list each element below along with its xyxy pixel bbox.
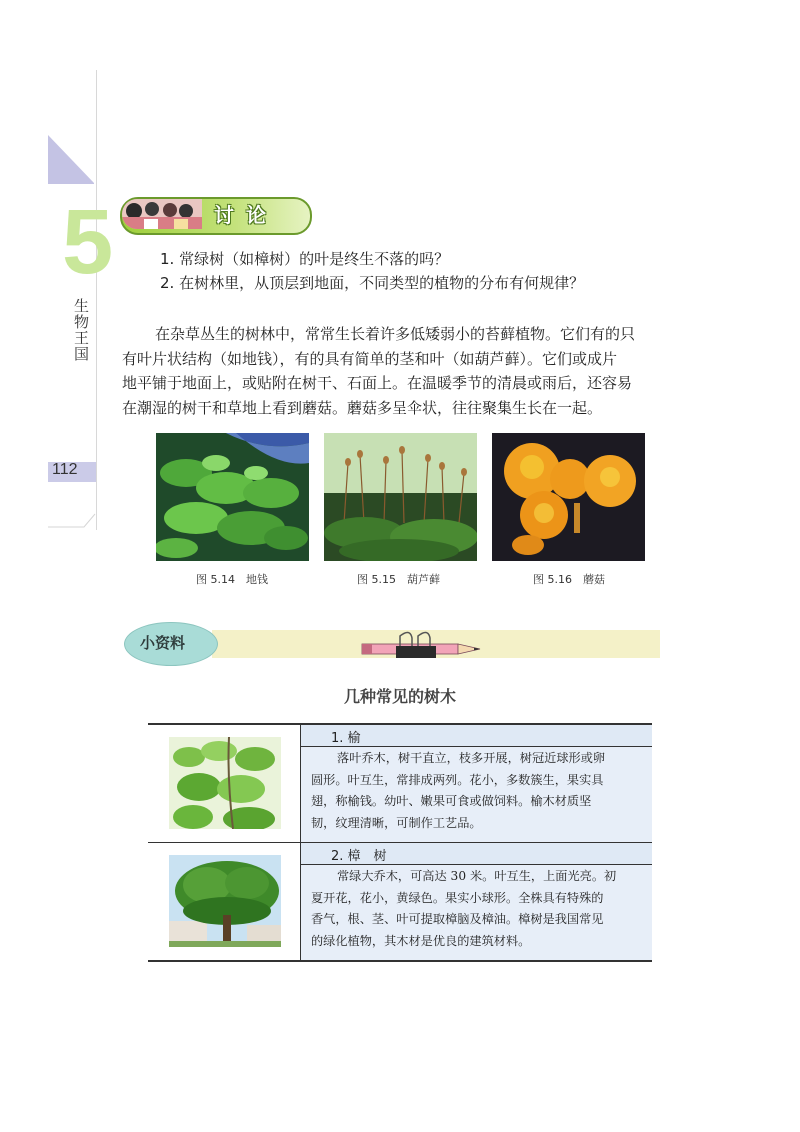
chapter-title: 生物王国 xyxy=(74,297,90,363)
margin-line xyxy=(96,70,97,530)
figure-caption-moss: 图 5.15 葫芦藓 xyxy=(357,573,440,586)
discussion-photo xyxy=(122,199,202,229)
photo-moss xyxy=(324,433,477,561)
tree-name-elm: 1. 榆 xyxy=(331,731,361,746)
tree-name-camphor: 2. 樟 树 xyxy=(331,849,387,864)
photo-mushroom xyxy=(492,433,645,561)
corner-triangle xyxy=(48,135,94,183)
info-box-title: 几种常见的树木 xyxy=(343,687,456,706)
page-number: 112 xyxy=(52,461,78,478)
description-line: 的绿化植物，其木材是优良的建筑材料。 xyxy=(311,933,531,948)
description-line: 夏开花，花小，黄绿色。果实小球形。全株具有特殊的 xyxy=(311,890,604,905)
tree-description-elm xyxy=(311,748,646,834)
figure-caption-mushroom: 图 5.16 蘑菇 xyxy=(533,573,605,586)
page-corner-decoration xyxy=(48,500,96,528)
paragraph-line: 地平铺于地面上，或贴附在树干、石面上。在温暖季节的清晨或雨后，还容易 xyxy=(122,374,633,392)
tree-row-body xyxy=(301,747,652,842)
photo-liverwort xyxy=(156,433,309,561)
description-line: 常绿大乔木，可高达 30 米。叶互生，上面光亮。初 xyxy=(337,869,617,883)
paragraph-line: 有叶片状结构（如地钱），有的具有简单的茎和叶（如葫芦藓）。它们或成片 xyxy=(122,349,618,368)
description-line: 落叶乔木，树干直立，枝多开展，树冠近球形或卵 xyxy=(337,751,606,765)
tree-description-camphor xyxy=(311,866,646,952)
tree-row-header xyxy=(301,843,652,865)
paragraph-line: 在潮湿的树干和草地上看到蘑菇。蘑菇多呈伞状，往往聚集生长在一起。 xyxy=(122,398,603,417)
description-line: 圆形。叶互生，常排成两列。花小，多数簇生，果实具 xyxy=(311,772,604,787)
discussion-heading: 讨论 xyxy=(214,203,278,227)
chapter-number: 5 xyxy=(62,191,114,293)
info-box-label: 小资料 xyxy=(140,634,186,652)
description-line: 韧，纹理清晰，可制作工艺品。 xyxy=(311,815,482,830)
camphor-tree-photo xyxy=(169,855,281,947)
paragraph-line: 在杂草丛生的树林中，常常生长着许多低矮弱小的苔藓植物。它们有的只 xyxy=(155,325,636,343)
corner-triangle-base xyxy=(48,183,94,184)
description-line: 翅，称榆钱。幼叶、嫩果可食或做饲料。榆木材质坚 xyxy=(311,794,592,808)
body-paragraph xyxy=(122,322,662,420)
tree-row-body xyxy=(301,865,652,960)
discussion-question-1: 1. 常绿树（如樟树）的叶是终生不落的吗？ xyxy=(160,250,450,268)
table-bottom-rule xyxy=(148,960,652,962)
figure-caption-liverwort: 图 5.14 地钱 xyxy=(196,573,268,586)
pencil-clip-icon xyxy=(360,630,490,660)
description-line: 香气，根、茎、叶可提取樟脑及樟油。樟树是我国常见 xyxy=(311,912,604,926)
elm-photo xyxy=(169,737,281,829)
discussion-question-2: 2. 在树林里，从顶层到地面，不同类型的植物的分布有何规律？ xyxy=(160,274,585,292)
tree-row-header xyxy=(301,725,652,747)
